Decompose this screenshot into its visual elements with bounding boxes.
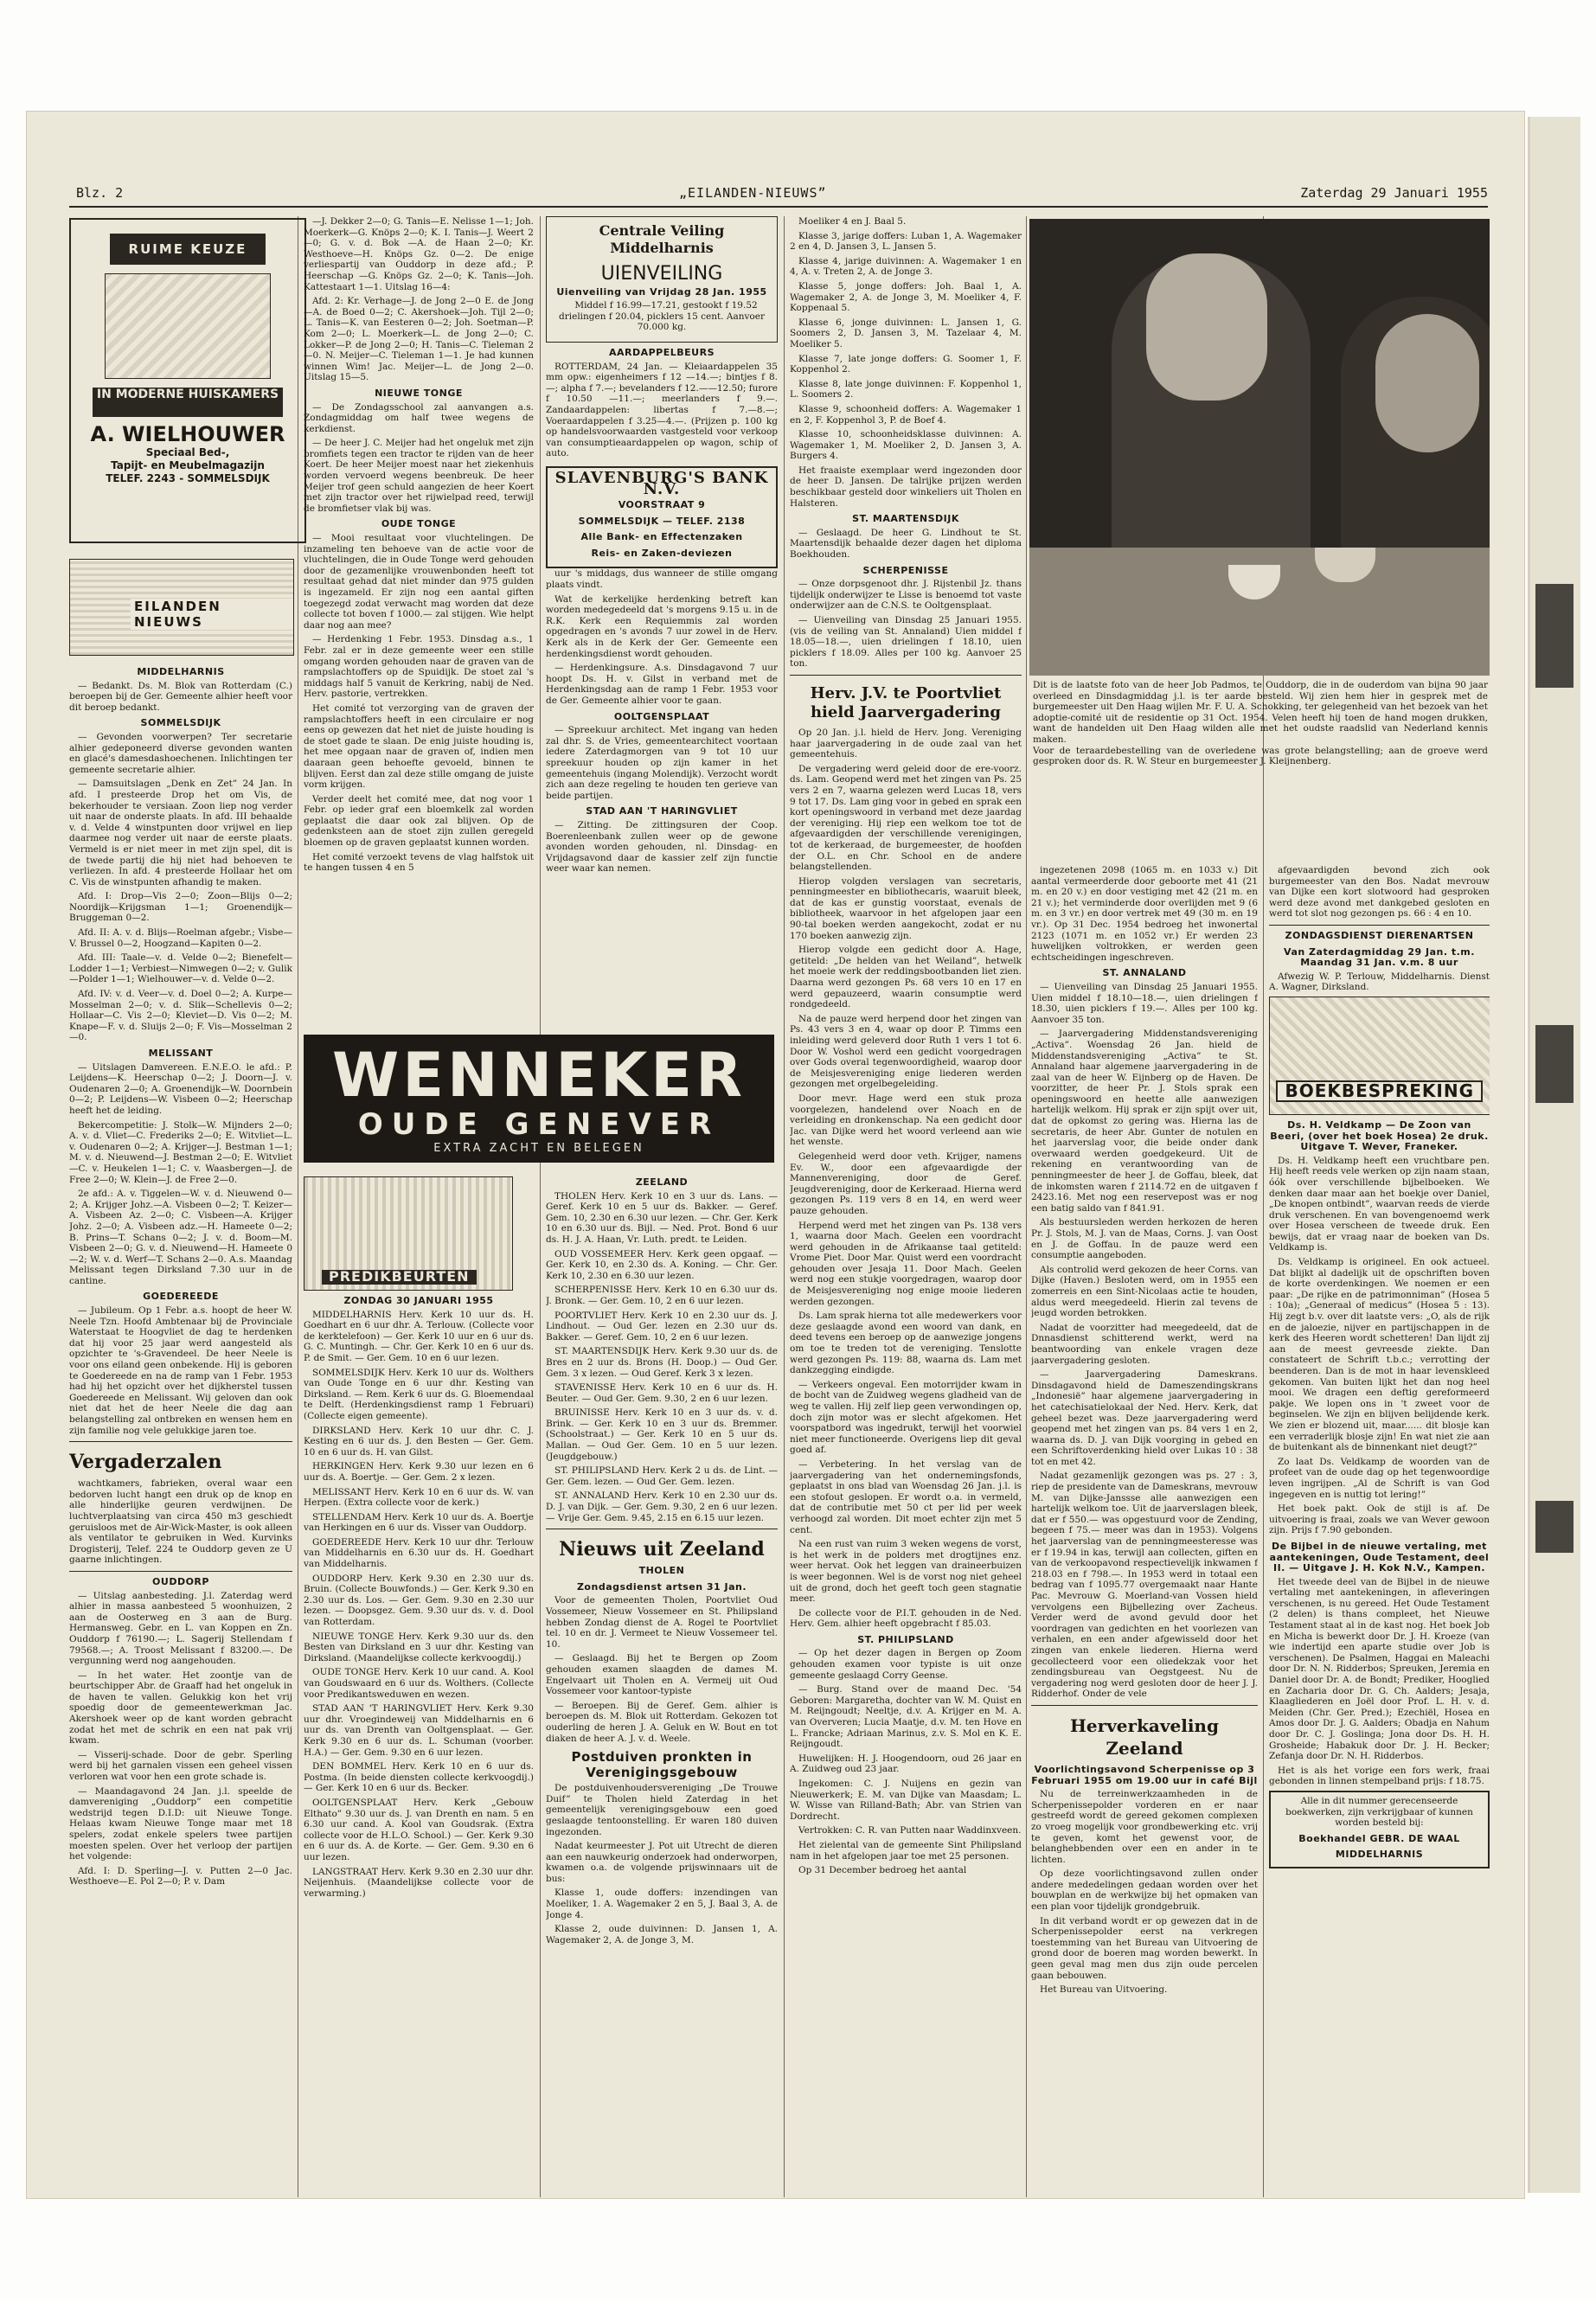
section-heading: GOEDEREEDE xyxy=(143,1291,219,1303)
ad-company-name: SLAVENBURG'S BANK N.V. xyxy=(554,468,769,498)
ad-line: Tapijt- en Meubelmagazijn xyxy=(111,459,265,471)
article-paragraph: — Onze dorpsgenoot dhr. J. Rijstenbil Jz. thans tijdelijk onderwijzer te Lisse is benoemd tot vaste onderwijzer aan de C.N.S. te Ooltgensplaat. xyxy=(790,579,1022,612)
service-entry: OOLTGENSPLAAT Herv. Kerk „Gebouw Elthato” 9.30 uur ds. J. van Drenth en nam. 5 en 6.30 uur cand. A. Kool van Goudsrak. (Extra collecte voor de H.L.O. School.) — Ger. Kerk 9.30 en 6 uur ds. A. de Korte. — Ger. Gem. 9.30 en 6 uur lezen. xyxy=(304,1797,534,1862)
article-paragraph: Het tweede deel van de Bijbel in de nieuwe vertaling met aantekeningen, in afleveringen verschenen, is nu gereed. Het Oude Testament (2 delen) is thans compleet, het Nieuwe Testament staat al in de kast nog. Het boek Job en Micha is bewerkt door Dr. J. H. Kroeze (van wie indertijd een aparte studie over Job is verschenen). De Psalmen, Haggai en Maleachi door Dr. N. N. Ridderbos; Spreuken, Jeremia en Daniel door Dr. A. de Bondt; Prediker, Hooglied en Zacharia door Dr. G. Ch. Aalders; Jesaja, Klaagliederen en Joël door Prof. L. H. v. d. Meiden (Chr. Ger. Pred.); Ezechiël, Hosea en Amos door Dr. J. G. Aalders; Obadja en Nahum door Dr. C. J. Goslinga; Jona door Ds. H. H. Grosheide; Habakuk door Dr. J. H. Becker; Zefanja door Dr. N. H. Ridderbos. xyxy=(1269,1576,1490,1762)
photo-figure xyxy=(1146,253,1267,401)
article-paragraph: — Visserij-schade. Door de gebr. Sperling werd bij het garnalen vissen een geheel vissen verloren wat voor hen een grote schade is. xyxy=(69,1749,292,1783)
article-paragraph: Klasse 1, oude doffers: inzendingen van Moeliker, 1. A. Wagemaker 2 en 5, J. Baal 3, A. de Jonge 4. xyxy=(546,1888,778,1920)
divider xyxy=(69,1441,292,1442)
service-entry: STAVENISSE Herv. Kerk 10 en 6 uur ds. H. Beuter. — Oud Ger. Gem. 9.30, 2 en 6 uur lezen. xyxy=(546,1382,778,1404)
service-entry: OUD VOSSEMEER Herv. Kerk geen opgaaf. — Ger. Kerk 10, en 2.30 ds. A. Koning. — Chr. Ger. Kerk 10, 2.30 en 6.30 uur lezen. xyxy=(546,1248,778,1281)
article-paragraph: Ds. H. Veldkamp heeft een vruchtbare pen. Hij heeft reeds vele werken op zijn naam staan, óók over verschillende bijbelboeken. We denken daar maar aan het boekje over Daniel, „De knopen ontbindt”, waarvan reeds de vierde druk verschenen. En van bovengenoemd werk over Hosea verscheen de tweede druk. Een bewijs, dat er vraag naar de boeken van Ds. Veldkamp is. xyxy=(1269,1155,1490,1253)
article-paragraph: Afd. I: Drop—Vis 2—0; Zoon—Blijs 0—2; Noordijk—Krijgsman 1—1; Groenendijk—Bruggeman 0—2. xyxy=(69,891,292,924)
article-paragraph: ROTTERDAM, 24 Jan. — Kleiaardappelen 35 mm opw.: eigenheimers f 12 —14.—; bintjes f 8.—; alpha f 7.—; bevelanders f 12.——12.50; furore f 10.50 —11.—; meerlanders f 9.—. Zandaardappelen: libertas f 7.—8.—; Voeraardappelen f 3.25—4.—. (Prijzen p. 100 kg op handelsvoorwaarden vastgesteld voor verkoop van consumptieaardappelen op wagon, schip of auto. xyxy=(546,361,778,459)
column-rule xyxy=(540,216,541,2197)
auction-prices: Middel f 16.99—17.21, gestookt f 19.52 drielingen f 20.04, picklers 15 cent. Aanvoer 70.000 kg. xyxy=(559,300,765,333)
review-title: De Bijbel in de nieuwe vertaling, met aantekeningen, Oude Testament, deel II. — Uitgave J. H. Kok N.V., Kampen. xyxy=(1269,1540,1490,1574)
ad-slavenburg xyxy=(546,466,778,569)
column-6 xyxy=(1031,865,1258,2197)
section-heading: NIEUWE TONGE xyxy=(375,387,463,399)
service-entry: GOEDEREEDE Herv. Kerk 10 uur dhr. Terlouw van Middelharnis en 6.30 uur ds. H. Goedhart van Middelharnis. xyxy=(304,1536,534,1570)
article-paragraph: Na de pauze werd herpend door het zingen van Ps. 43 vers 3 en 4, waar op door P. Timms een inleiding werd geleverd door Ruth 1 vers 1 tot 6. Door W. Voshol werd een gedicht voorgedragen over Gods overal tegenwoordigheid, waarop door de Meisjesvereniging enige liederen werden gezongen met orgelbegeleiding. xyxy=(790,1013,1022,1090)
article-paragraph: Afwezig W. P. Terlouw, Middelharnis. Dienst A. Wagner, Dirksland. xyxy=(1269,971,1490,993)
article-paragraph: Het comité verzoekt tevens de vlag halfstok uit te hangen tussen 4 en 5 xyxy=(304,851,534,874)
ad-product: OUDE GENEVER xyxy=(357,1107,721,1142)
article-paragraph: — Beroepen. Bij de Geref. Gem. alhier is beroepen ds. M. Blok uit Rotterdam. Gekozen tot ouderling de heren J. A. Geluk en W. Bout en tot diaken de heer A. J. v. d. Weele. xyxy=(546,1700,778,1744)
article-paragraph: — Zitting. De zittingsuren der Coop. Boerenleenbank zullen weer op de gewone avonden worden gehouden, nl. Dinsdag- en Vrijdagsavond daar de kassier zelf zijn functie weer waar kan nemen. xyxy=(546,819,778,875)
article-paragraph: Afd. III: Taale—v. d. Velde 0—2; Bienefelt—Lodder 1—1; Verbiest—Nimwegen 0—2; v. Gulik—Polder 1—1; Wielhouwer—v. d. Velde 0—2. xyxy=(69,952,292,985)
article-paragraph: ingezetenen 2098 (1065 m. en 1033 v.) Dit aantal vermeerderde door geboorte met 41 (21 m. en 20 v.) en door vestiging met 42 (21 m. en 21 v.); het verminderde door overlijden met 9 (6 m. en 3 vr.) en door vertrek met 49 (30 m. en 19 vr.). Op 31 Dec. 1954 bedroeg het inwonertal 2123 (1071 m. en 1052 vr.) Er werden 23 huwelijken voltrokken, er werden geen echtscheidingen ingeschreven. xyxy=(1031,865,1258,963)
section-heading: ST. ANNALAND xyxy=(1102,967,1187,979)
ad-line: VOORSTRAAT 9 xyxy=(618,499,706,511)
divider xyxy=(1269,925,1490,926)
article-paragraph: De postduivenhoudersvereniging „De Trouwe Duif” te Tholen hield Zaterdag in het gemeentelijk verenigingsgebouw een goed geslaagde tentoonstelling. Er waren 180 duiven ingezonden. xyxy=(546,1783,778,1837)
banner-text: BOEKBESPREKING xyxy=(1276,1080,1483,1102)
book-review-banner xyxy=(1269,997,1490,1115)
article-paragraph: afgevaardigden bevond zich ook burgemeester van den Bos. Nadat mevrouw van Dijke een kort slotwoord had gesproken werd deze avond met dankgebed gesloten en werd tot slot nog gezongen ps. 66 : 4 en 10. xyxy=(1269,865,1490,920)
section-heading: OOLTGENSPLAAT xyxy=(613,710,710,722)
article-headline: Postduiven pronkten in Verenigingsgebouw xyxy=(571,1749,753,1781)
section-headline: Nieuws uit Zeeland xyxy=(559,1538,765,1561)
article-paragraph: — De heer J. C. Meijer had het ongeluk met zijn bromfiets tegen een tractor te rijden van de heer Koert. De heer Meijer moest naar het ziekenhuis worden vervoerd wegens beenbreuk. De heer Meijer trof geen schuld aangezien de heer Koert met zijn tractor over het rijwielpad reed, terwijl de bromfietser vlak bij was. xyxy=(304,438,534,514)
service-entry: ST. MAARTENSDIJK Herv. Kerk 9.30 uur ds. de Bres en 2 uur ds. Brons (H. Doop.) — Oud Ger. Gem. 3 x lezen. — Oud Geref. Kerk 3 x lezen. xyxy=(546,1346,778,1379)
article-paragraph: Het is als het vorige een fors werk, fraai gebonden in linnen stempelband prijs: f 18.75. xyxy=(1269,1765,1490,1787)
article-paragraph: Klasse 8, late jonge duivinnen: F. Koppenhol 1, L. Soomers 2. xyxy=(790,378,1022,401)
article-paragraph: — Uienveiling van Dinsdag 25 Januari 1955. Uien middel f 18.10—18.—, uien drielingen f 18.30, uien picklers f 19.—. Alles per 100 kg. Aanvoer 35 ton. xyxy=(1031,981,1258,1025)
article-paragraph: Nadat gezamenlijk gezongen was ps. 27 : 3, riep de presidente van de Dameskrans, mevrouw M. van Dijke-Janssse alle aanwezigen een hartelijk welkom toe. Uit de jaarverslagen bleek, dat er f 550.— was opgestuurd voor de Zending, begeen f 75.— meer was dan in 1953). Volgens het jaarverslag van de penningmeesteresse was er f 19.94 in kas, terwijl aan collecten, giften en van de verkoopavond respectievelijk inkwamen f 218.03 en f 798.—. In 1953 werd in totaal een bedrag van f 1095.77 overgemaakt naar Hante Pac. Mevrouw G. Moerland-van Vossen hield vervolgens een Bijbellezing over Zacheus. Verder werd de avond gevuld door het voordragen van gedichten en het voorlezen van verhalen, en een ander afgewisseld door het zingen van enkele liederen. Hierna werd gecollecteerd voor een oliedekzak voor het zendingsbureau van Oegstgeest. Nu de vergadering nog werd gesloten door de heer J. J. Ridderhof. Onder de vele xyxy=(1031,1471,1258,1700)
service-entry: LANGSTRAAT Herv. Kerk 9.30 en 2.30 uur dhr. Neijenhuis. (Maandelijkse collecte voor de verwarming.) xyxy=(304,1866,534,1899)
article-paragraph: Klasse 10, schoonheidsklasse duivinnen: A. Wagemaker 1, M. Moeliker 2, D. Jansen 3, A. Burgers 4. xyxy=(790,429,1022,462)
article-paragraph: Verder deelt het comité mee, dat nog voor 1 Febr. op ieder graf een bloemkelk zal worden geplaatst die daar ook zal blijven. Op de gedenksteen aan de stoet zijn zullen geregeld bloemen op de graven geplaatst kunnen worden. xyxy=(304,793,534,849)
article-paragraph: Moeliker 4 en J. Baal 5. xyxy=(798,216,907,227)
divider xyxy=(69,1571,292,1572)
ad-line: Alle in dit nummer gerecenseerde boekwerken, zijn verkrijgbaar of kunnen worden besteld bij: xyxy=(1285,1795,1473,1829)
article-paragraph: — Herdenking 1 Febr. 1953. Dinsdag a.s., 1 Febr. zal er in deze gemeente weer een stille omgang worden gehouden naar de graven van de rampslachtoffers op de Spuidijk. De stoet zal 's middags half 5 vanuit de Kerkring, nabij de Ned. Herv. pastorie, vertrekken. xyxy=(304,634,534,700)
ad-wielhouwer xyxy=(69,218,306,543)
ad-slogan: RUIME KEUZE xyxy=(110,234,266,265)
article-paragraph: 2e afd.: A. v. Tiggelen—W. v. d. Nieuwend 0—2; A. Krijger Johz.—A. Visbeen 0—2; T. Keizer—A. Visbeen Az. 2—0; C. Visbeen—A. Krijger Johz. 2—0; A. Visbeen adz.—H. Hameete 0—2; B. Prins—T. Schans 0—2; J. v. d. Boom—M. Visbeen 2—0; G. v. d. Nieuwend—H. Hameete 0—2; W. v. d. Werf—T. Schans 2—0. A.s. Maandag Melissant tegen Dirksland 7.30 uur in de cantine. xyxy=(69,1189,292,1286)
page-number: Blz. 2 xyxy=(76,185,124,201)
section-heading: MELISSANT xyxy=(148,1048,214,1059)
section-heading: SCHERPENISSE xyxy=(862,564,949,576)
article-paragraph: — Jaarvergadering Dameskrans. Dinsdagavond hield de Dameszendingskrans „Indonesië” haar algemene jaarvergadering in het catechisatielokaal der Ned. Herv. Kerk, dat geheel bezet was. Deze jaarvergadering werd geopend met het zingen van ps. 84 vers 1 en 2, waarna ds. D. J. van Dijk voorging in gebed en een Schriftoverdenking hield over Lukas 10 : 38 tot en met 42. xyxy=(1031,1369,1258,1467)
column-5 xyxy=(790,216,1022,2197)
article-paragraph: — Uitslagen Damvereen. E.N.E.O. le afd.: P. Leijdens—K. Heerschap 0—2; J. Doorn—J. v. Oudenaren 2—0; A. Groenendijk—W. Doornbein 0—2; P. Leijdens—W. Visbeen 0—2; Heerschap heeft het de leiding. xyxy=(69,1061,292,1116)
article-paragraph: Op 20 Jan. j.l. hield de Herv. Jong. Vereniging haar jaarvergadering in de oude zaal van het gemeentehuis. xyxy=(790,727,1022,760)
article-paragraph: — Verbetering. In het verslag van de jaarvergadering van het ondernemingsfonds, geplaatst in ons blad van Woensdag 26 Jan. j.l. is een stofout geslopen. Er wordt o.a. in vermeld, dat de contributie met 50 ct per lid per week verhoogd zal worden. Dit moet echter zijn met 5 cent. xyxy=(790,1458,1022,1535)
article-paragraph: — In het water. Het zoontje van de beurtschipper Abr. de Graaff had het ongeluk in de haven te vallen. Gelukkig kon het vrij spoedig door de gemeentewerkman Jac. Akershoek weer op de kant worden gebracht zodat het met de schrik en een nat pak vrij kwam. xyxy=(69,1670,292,1747)
service-entry: ST. PHILIPSLAND Herv. Kerk 2 u ds. de Lint. — Ger. Gem. lezen. — Oud Ger. Gem. lezen. xyxy=(546,1465,778,1487)
article-paragraph: — Geslaagd. Bij het te Bergen op Zoom gehouden examen slaagden de dames M. Engelvaart uit Tholen en A. Vermeij uit Oud Vossemeer voor kantoor-typiste xyxy=(546,1653,778,1697)
auction-box xyxy=(546,216,778,343)
section-heading: OUDDORP xyxy=(152,1575,209,1587)
article-paragraph: Huwelijken: H. J. Hoogendoorn, oud 26 jaar en A. Zuidweg oud 23 jaar. xyxy=(790,1753,1022,1775)
article-paragraph: Afd. I: D. Sperling—J. v. Putten 2—0 Jac. Westhoeve—E. Pol 2—0; P. v. Dam xyxy=(69,1865,292,1888)
article-paragraph: — Geslaagd. De heer G. Lindhout te St. Maartensdijk behaalde dezer dagen het diploma Boekhouden. xyxy=(790,527,1022,561)
article-paragraph: Wat de kerkelijke herdenking betreft kan worden medegedeeld dat 's morgens 9.15 u. in de R.K. Kerk een Requiemmis zal worden opgedragen en 's avonds 7 uur zowel in de Herv. Kerk als in de Kerk der Ger. Gemeente een herdenkingsdienst wordt gehouden. xyxy=(546,593,778,659)
article-paragraph: Door mevr. Hage werd een stuk proza voorgelezen, handelend over Noach en de verleiding en dronkenschap. Na een gedicht door Jac. van Dijke werd het woord verleend aan wie het wenste. xyxy=(790,1093,1022,1148)
service-entry: HERKINGEN Herv. Kerk 9.30 uur lezen en 6 uur ds. A. Boertje. — Ger. Gem. 2 x lezen. xyxy=(304,1461,534,1483)
service-entry: POORTVLIET Herv. Kerk 10 en 2.30 uur ds. J. Lindhout. — Oud Ger. lezen en 2.30 uur ds. Bakker. — Geref. Gem. 10, 2 en 6 uur lezen. xyxy=(546,1310,778,1343)
article-paragraph: Op deze voorlichtingsavond zullen onder andere mededelingen gedaan worden over het bouwplan en de werkwijze bij het opmaken van een plan voor tijdelijk grondgebruik. xyxy=(1031,1868,1258,1913)
section-heading: SOMMELSDIJK xyxy=(140,717,221,729)
article-paragraph: Herpend werd met het zingen van Ps. 138 vers 1, waarna door Mach. Geelen een voordracht werd gehouden in de Afrikaanse taal getiteld: Vrome Piet. Door Mar. Quist werd een voordracht gehouden over Jesaja 11. Door Mach. Geelen werd nog een stukje voorgedragen, waarop door de Meisjesvereniging nog enige mooie liederen werden gezongen. xyxy=(790,1220,1022,1307)
article-paragraph: — Spreekuur architect. Met ingang van heden zal dhr. S. de Vries, gemeentearchitect voortaan iedere Zaterdagmorgen van 9 tot 10 uur spreekuur houden op zijn kamer in het gemeentehuis (ingang Molendijk). Verzocht wordt zich aan deze regeling te houden ten gerieve van beide partijen. xyxy=(546,725,778,801)
auction-title: Centrale Veiling Middelharnis xyxy=(599,222,725,256)
ad-line: MIDDELHARNIS xyxy=(1335,1849,1424,1861)
ad-company-name: Boekhandel GEBR. DE WAAL xyxy=(1298,1832,1460,1844)
service-entry: MELISSANT Herv. Kerk 10 en 6 uur ds. W. van Herpen. (Extra collecte voor de kerk.) xyxy=(304,1486,534,1509)
service-entry: BRUINISSE Herv. Kerk 10 en 3 uur ds. v. d. Brink. — Ger. Kerk 10 en 3 uur ds. Bremmer. (Schoolstraat.) — Ger. Kerk 10 en 5 uur ds. Mallan. — Oud Ger. Gem. 10 en 5 uur lezen. (Jeugdgebouw.) xyxy=(546,1407,778,1462)
service-entry: OUDE TONGE Herv. Kerk 10 uur cand. A. Kool van Goudswaard en 6 uur ds. Wolthers. (Collecte voor Predikantsweduwen en wezen. xyxy=(304,1667,534,1700)
article-paragraph: — Uitslag aanbesteding. J.l. Zaterdag werd alhier in massa aanbesteed 5 woonhuizen, 2 aan de Oosterweg en 3 aan de Burg. Hermansweg. Gebr. en L. van Koppen en Zn. Ouddorp f 76190.—; L. Sagerij Stellendam f 79568.—; A. Troost Melissant f 83200.—. De vergunning werd nog aangehouden. xyxy=(69,1590,292,1667)
section-heading: ZONDAGSDIENST DIERENARTSEN xyxy=(1285,929,1474,941)
article-paragraph: Het boek pakt. Ook de stijl is af. De uitvoering is fraai, zoals we van Wever gewoon zijn. Prijs f 7.90 gebonden. xyxy=(1269,1503,1490,1536)
article-paragraph: Het zielental van de gemeente Sint Philipsland nam in het afgelopen jaar toe met 25 personen. xyxy=(790,1839,1022,1862)
service-entry: THOLEN Herv. Kerk 10 en 3 uur ds. Lans. — Geref. Kerk 10 en 5 uur ds. Bakker. — Geref. Gem. 10, 2.30 en 6.30 uur lezen. — Chr. Ger. Kerk 10 en 6.30 uur ds. Bijl. — Ned. Prot. Bond 6 uur ds. H. J. A. Haan, Vr. Luth. predt. te Leiden. xyxy=(546,1190,778,1245)
column-3 xyxy=(546,216,778,1029)
divider xyxy=(790,675,1022,676)
article-paragraph: Bekercompetitie: J. Stolk—W. Mijnders 2—0; A. v. d. Vliet—C. Frederiks 2—0; E. Witvliet—L. v. Oudenaren 0—2; A. Krijger—J. Bestman 1—1; M. v. d. Nieuwend—J. Bestman 2—0; E. Witvliet—C. v. Heukelen 1—1; C. v. Waasbergen—J. de Free 2—0; W. Klein—J. de Free 2—0. xyxy=(69,1119,292,1185)
column-rule xyxy=(1026,216,1027,2197)
photo-caption: Dit is de laatste foto van de heer Job Padmos, te Ouddorp, die in de ouderdom van bijna 90 jaar overleed en Dinsdagmiddag j.l. is ter aarde besteld. Wij zien hem hier in gesprek met de burgemeester uit Den Haag wijlen Mr. F. U. A. Schokking, ter gelegenheid van het bezoek van het adoptie-comité uit de residentie op 31 Oct. 1954. Velen heeft hij toen de hand mogen drukken, want de handelden uit Den Haag wilden alle met het oudste raadslid van Nederland kennis maken. Voor de teraardebestelling van de overledene was grote belangstelling; aan de groeve werd gesproken door ds. R. W. Steur en burgemeester J. Kleijnenberg. xyxy=(1033,680,1488,767)
church-services xyxy=(304,1176,534,2197)
article-paragraph: Na een rust van ruim 3 weken wegens de vorst, is het werk in de polders met drogtijnes enz. weer hervat. Ook het leggen van draineerbuizen is weer begonnen. Wel is de vorst nog niet geheel uit de grond, doch het geeft toch geen stagnatie meer. xyxy=(790,1539,1022,1605)
article-paragraph: — Verkeers ongeval. Een motorrijder kwam in de bocht van de Zuidweg wegens gladheid van de weg te vallen. Hij zelf liep geen verwondingen op, doch zijn motor was er slecht afgekomen. Het voorspatbord was ingedrukt, terwijl het voorwiel niet meer functioneerde. Overigens liep dit geval goed af. xyxy=(790,1379,1022,1456)
article-paragraph: — Uienveiling van Dinsdag 25 Januari 1955. (vis de veiling van St. Annaland) Uien middel f 18.05—18.—, uien drielingen f 18.10, uien picklers f 18.09. Alles per 100 kg. Aanvoer 25 ton. xyxy=(790,615,1022,670)
article-paragraph: Gelegenheid werd door veth. Krijger, namens Ev. W., door een afgevaardigde der Mannenvereniging, door de Geref. Jeugdvereniging, door de Kerkeraad. Hierna werd gezongen Ps. 119 vers 8 en 14, en werd weer pauze gehouden. xyxy=(790,1150,1022,1216)
church-illustration xyxy=(304,1176,513,1291)
column-7 xyxy=(1269,865,1490,2197)
ad-line: SOMMELSDIJK — TELEF. 2138 xyxy=(578,515,746,527)
article-paragraph: Klasse 2, oude duivinnen: D. Jansen 1, A. Wagemaker 2, A. de Jonge 3, M. xyxy=(546,1924,778,1945)
divider xyxy=(1031,1705,1258,1706)
article-paragraph: Klasse 3, jarige doffers: Luban 1, A. Wagemaker 2 en 4, D. Jansen 3, L. Jansen 5. xyxy=(790,230,1022,253)
section-banner-illustration xyxy=(69,559,294,656)
article-paragraph: Het comité tot verzorging van de graven der rampslachtoffers heeft in een circulaire er nog eens op gewezen dat het niet de juiste houding is de stoet gade te slaan. De enig juiste houding is, het mee opgaan naar de graven of, indien men daaraan geen behoefte gevoeld, binnen te blijven. Eerst dan zal deze stille omgang de juiste vorm krijgen. xyxy=(304,702,534,791)
article-paragraph: Nadat de voorzitter had meegedeeld, dat de Dnnasdienst schitterend werkt, werd na beantwoording van enkele vragen deze jaarvergadering gesloten. xyxy=(1031,1322,1258,1366)
article-paragraph: Afd. IV: v. d. Veer—v. d. Doel 0—2; A. Kurpe—Mosselman 2—0; v. d. Slik—Schellevis 0—2; Hollaar—C. Vis 2—0; Kleviet—D. Vis 0—2; M. Knape—F. v. d. Sluijs 2—0; F. Vis—Mosselman 2—0. xyxy=(69,989,292,1043)
section-heading: ST. MAARTENSDIJK xyxy=(852,513,959,525)
article-paragraph: Voor de gemeenten Tholen, Poortvliet Oud Vossemeer, Nieuw Vossemeer en St. Philipsland hebben Zondag dienst de A. Rogel te Poortvliet tel. 10 en dr. J. Vermeet te Nieuw Vossemeer tel. 10. xyxy=(546,1595,778,1650)
article-paragraph: Nu de terreinwerkzaamheden in de Scherpenissepolder vorderen en er naar gestreefd wordt de gereed gekomen complexen zo vroeg mogelijk voor grondbewerking etc. vrij te geven, komt het gewenst voor, de belanghebbenden over een en ander in te lichten. xyxy=(1031,1789,1258,1865)
article-paragraph: Als bestuursleden werden herkozen de heren Pr. J. Stols, M. J. van de Maas, Corns. J. van Oost en J. de Goffau. In de pauze werd een consumptie aangeboden. xyxy=(1031,1217,1258,1261)
section-heading: OUDE TONGE xyxy=(381,518,457,530)
article-paragraph: Ds. Lam sprak hierna tot alle medewerkers voor deze geslaagde avond een woord van dank, en deed tevens een beroep op de aanwezige jongens om toe te treden tot de vereniging. Tenslotte werd gezongen Ps. 119: 88, waarna ds. Lam met dankzegging eindigde. xyxy=(790,1311,1022,1376)
ad-tagline: EXTRA ZACHT EN BELEGEN xyxy=(433,1142,644,1155)
section-title: PREDIKBEURTEN xyxy=(322,1270,477,1285)
article-paragraph: —J. Dekker 2—0; G. Tanis—E. Nelisse 1—1; Joh. Moerkerk—G. Knöps 2—0; K. I. Tanis—J. Weert 2—0; G. v. d. Bok —A. de Haan 2—0; Kr. Westhoeve—H. Knöps Gz. 0—2. De enige verliespartij van Ouddorp in deze afd.; P. Heerschap —G. Knöps Gz. 2—0; K. Tanis—Joh. Kattestaart 1—1. Uitslag 16—4: xyxy=(304,216,534,292)
article-paragraph: Op 31 December bedroeg het aantal xyxy=(798,1865,967,1876)
ad-brand: WENNEKER xyxy=(332,1040,746,1111)
section-heading: MIDDELHARNIS xyxy=(137,666,225,677)
section-subheading: Van Zaterdagmiddag 29 Jan. t.m. Maandag 31 Jan. v.m. 8 uur xyxy=(1284,945,1475,969)
ad-headline: Vergaderzalen xyxy=(69,1451,222,1474)
article-paragraph: Ds. Veldkamp is origineel. En ook actueel. Dat blijkt al dadelijk uit de opschriften boven de korte overdenkingen. We noemen er een paar: „De rijke en de patrimonniman” (Hosea 5 : 10a); „Generaal of medicus” (Hosea 5 : 13). Hij zegt b.v. over dit laatste vers: „O, als de rijk en de jaloezie, nijver en partijschappen in de kerk des Heeren wordt schetteren! Dan lijdt zij aan de meest gevreesde ziekte. Dan constateert de Schrift t.b.c.; verrotting der beenderen. Dan is de mot in haar levenskleed gekomen. Van buiten lijkt het dan nog heel mooi. We dragen een deftig gereformeerd pakje. We lopen ons in 't zweet voor de beginselen. We zijn en blijven belijdende kerk. We zien er blozend uit, maar...... dit blosje kan een verraderlijk blosje zijn! En wat niet zie aan de buitenkant als de binnenkant niet deugt?” xyxy=(1269,1257,1490,1453)
column-2 xyxy=(304,216,534,1029)
section-heading: Zondagsdienst artsen 31 Jan. xyxy=(576,1580,747,1593)
article-paragraph: Nadat keurmeester J. Pot uit Utrecht de dieren aan een nauwkeurig onderzoek had onderworpen, kwamen o.a. de volgende prijswinnaars uit de bus: xyxy=(546,1841,778,1884)
section-heading: THOLEN xyxy=(638,1565,685,1577)
article-paragraph: — Jubileum. Op 1 Febr. a.s. hoopt de heer W. Neele Tzn. Hoofd Ambtenaar bij de Provinciale Waterstaat te Hoogvliet de dag te herdenken dat hij voor 25 jaar werd aangesteld als opzichter te 's-Gravendeel. De heer Neele is voor ons eiland geen onbekende. Hij is geboren te Goedereede en na de ramp van 1 Febr. 1953 had hij het opzicht over het dijkherstel tussen Goedereede en Melissant. Wij geloven dan ook niet dat het de heer Neele die dag aan belangstelling zal ontbreken en wensen hem en zijn familie nog vele gelukkige jaren toe. xyxy=(69,1305,292,1436)
banner-text: EILANDEN NIEUWS xyxy=(131,599,293,630)
column-1 xyxy=(69,662,292,2197)
article-paragraph: Klasse 6, jonge duivinnen: L. Jansen 1, G. Soomers 2, D. Jansen 3, M. Tazelaar 4, M. Moeliker 5. xyxy=(790,317,1022,349)
adjacent-page-text xyxy=(1535,1501,1574,1553)
adjacent-page-edge xyxy=(1528,117,1580,2193)
ad-line: TELEF. 2243 - SOMMELSDIJK xyxy=(106,472,270,484)
article-paragraph: Hierop volgde een gedicht door A. Hage, getiteld: „De helden van het Weiland”, hetwelk het moeie werk der reddingsbootbanden liet zien. Daarna werd gezongen Ps. 68 vers 10 en 17 en werd gepauzeerd, waarin consumptie werd rondgedeeld. xyxy=(790,945,1022,1010)
furniture-illustration xyxy=(105,273,271,379)
auction-date: Uienveiling van Vrijdag 28 Jan. 1955 xyxy=(556,285,767,298)
article-paragraph: Het fraaiste exemplaar werd ingezonden door de heer D. Jansen. De talrijke prijzen werden beschikbaar gesteld door winkeliers uit Tholen en Halsteren. xyxy=(790,465,1022,509)
service-entry: STAD AAN 'T HARINGVLIET Herv. Kerk 9.30 uur dhr. Vroegindeweij van Middelharnis en 6 uur ds. van Drenth van Ooltgensplaat. — Ger. Kerk 9.30 en 6 uur ds. L. Schuman (voorber. H.A.) — Ger. Gem. 9.30 en 6 uur lezen. xyxy=(304,1703,534,1758)
article-paragraph: Klasse 5, jonge doffers: Joh. Baal 1, A. Wagemaker 2, A. de Jonge 3, M. Moeliker 4, F. Koppenaal 5. xyxy=(790,280,1022,314)
ad-line: Reis- en Zaken-deviezen xyxy=(591,547,733,559)
article-paragraph: Afd. 2: Kr. Verhage—J. de Jong 2—0 E. de Jong—A. de Boed 0—2; C. Akershoek—Joh. Tijl 2—0; L. Tanis—K. van Eesteren 0—2; Joh. Soetman—P. Kom 2—0; L. Moerkerk—L. de Jong 2—0; C. Lokker—P. de Jong 2—0; H. Tanis—C. Tieleman 2—0. N. Meijer—C. Tieleman 1—1. Je had kunnen winnen Wim! Jac. Meijer—L. de Jong 2—0. Uitslag 15—5. xyxy=(304,296,534,383)
article-paragraph: — Jaarvergadering Middenstandsvereniging „Activa”. Woensdag 26 Jan. hield de Middenstandsvereniging „Activa” te St. Annaland haar algemene jaarvergadering in de zaal van de heer W. Eijnberg op de Haven. De voorzitter, de heer Pr. J. Stols sprak een openingswoord en heette alle aanwezigen hartelijk welkom. Hij sprak er zijn spijt over uit, dat de opkomst zo gering was. Hierna las de secretaris, de heer Abr. Gunter de notulen en het jaarverslag voor, die beide onder dank overwaard werden goedgekeurd. Uit de rekening en verantwoording van de penningmeester de heer J. de Goffau, bleek, dat de inkomsten waren f 2114.72 en de uitgaven f 2423.16. Met nog een reservepost was er nog een batig saldo van f 841.91. xyxy=(1031,1029,1258,1214)
article-paragraph: Klasse 7, late jonge doffers: G. Soomer 1, F. Koppenhol 2. xyxy=(790,353,1022,375)
column-zeeland xyxy=(546,1172,778,2197)
article-headline: Herv. J.V. te Poortvliet hield Jaarvergadering xyxy=(810,683,1002,721)
article-paragraph: De vergadering werd geleid door de ere-voorz. ds. Lam. Geopend werd met het zingen van Ps. 25 vers 2 en 7, waarna gelezen werd Lucas 18, vers 9 tot 17. Ds. Lam ging voor in gebed en sprak een kort openingswoord in verband met deze jaardag der vereniging. Hij riep een welkom toe tot de afgevaardigden der verschillende verenigingen, tot de kerkeraad, de burgemeester, de hoofden der O.L. en Chr. School en de andere belangstellenden. xyxy=(790,763,1022,873)
service-entry: STELLENDAM Herv. Kerk 10 uur ds. A. Boertje van Herkingen en 6 uur ds. Visser van Ouddorp. xyxy=(304,1511,534,1534)
service-entry: MIDDELHARNIS Herv. Kerk 10 uur ds. H. Goedhart en 6 uur dhr. A. Terlouw. (Collecte voor de kerktelefoon) — Ger. Kerk 10 uur en 6 uur ds. G. C. Muntingh. — Chr. Ger. Kerk 10 en 6 uur ds. P. de Smit. — Ger. Gem. 10 en 6 uur lezen. xyxy=(304,1309,534,1363)
adjacent-page-text xyxy=(1535,584,1574,688)
ad-bookshop xyxy=(1269,1791,1490,1868)
article-paragraph: — Op het dezer dagen in Bergen op Zoom gehouden examen voor typiste is uit onze gemeente geslaagd Corry Geense. xyxy=(790,1648,1022,1681)
article-paragraph: — Bedankt. Ds. M. Blok van Rotterdam (C.) beroepen bij de Ger. Gemeente alhier heeft voor dit beroep bedankt. xyxy=(69,680,292,713)
page-header xyxy=(69,182,1488,208)
service-entry: SCHERPENISSE Herv. Kerk 10 en 6.30 uur ds. J. Bronk. — Ger. Gem. 10, 2 en 6 uur lezen. xyxy=(546,1285,778,1306)
section-heading: ST. PHILIPSLAND xyxy=(857,1633,954,1645)
section-heading: AARDAPPELBEURS xyxy=(608,346,715,358)
ad-band: IN MODERNE HUISKAMERS xyxy=(93,388,283,417)
article-paragraph: Afd. II: A. v. d. Blijs—Roelman afgebr.; Visbe—V. Brussel 0—2, Hoogzand—Kapiten 0—2. xyxy=(69,927,292,949)
article-paragraph: — Gevonden voorwerpen? Ter secretarie alhier gedeponeerd diverse gevonden wanten en glacé's damesdashoechenen. Inlichtingen ter gemeente secretarie alhier. xyxy=(69,731,292,775)
service-entry: SOMMELSDIJK Herv. Kerk 10 uur ds. Wolthers van Oude Tonge en 6 uur dhr. Kesting van Dirksland. — Rem. Kerk 6 uur ds. G. Bloemendaal te Delft. (Herdenkingsdienst ramp 1 Februari) (Collecte eigen gemeente). xyxy=(304,1367,534,1421)
photo-figure xyxy=(1375,314,1479,452)
article-paragraph: uur 's middags, dus wanneer de stille omgang plaats vindt. xyxy=(546,568,778,591)
ad-line: Alle Bank- en Effectenzaken xyxy=(580,531,743,543)
article-paragraph: Zo laat Ds. Veldkamp de woorden van de profeet van de oude dag op het tegenwoordige leven ingrijpen. „Al de Schrift is van God ingegeven en is nuttig tot lering!” xyxy=(1269,1456,1490,1500)
section-heading: ZEELAND xyxy=(635,1176,689,1188)
article-paragraph: Ingekomen: C. J. Nuijens en gezin van Nieuwerkerk; E. M. van Dijke van Maasdam; L. W. Wisse van Rilland-Bath; Abr. van Strien van Dordrecht. xyxy=(790,1779,1022,1822)
article-subheading: Voorlichtingsavond Scherpenisse op 3 Februari 1955 om 19.00 uur in café Bijl xyxy=(1031,1763,1258,1786)
service-entry: NIEUWE TONGE Herv. Kerk 9.30 uur ds. den Besten van Dirksland en 3 uur dhr. Kesting van Dirksland. (Maandelijkse collecte kerkvoogdij.) xyxy=(304,1631,534,1663)
service-entry: ST. ANNALAND Herv. Kerk 10 en 2.30 uur ds. D. J. van Dijk. — Ger. Gem. 9.30, 2 en 6 uur lezen. — Vrije Ger. Gem. 9.45, 2.15 en 6.15 uur lezen. xyxy=(546,1490,778,1523)
article-headline: Herverkaveling Zeeland xyxy=(1070,1715,1219,1759)
service-entry: DIRKSLAND Herv. Kerk 10 uur dhr. C. J. Kesting en 6 uur ds. J. den Besten — Ger. Gem. 10 en 6 uur ds. H. van Gilst. xyxy=(304,1425,534,1458)
article-paragraph: — De Zondagsschool zal aanvangen a.s. Zondagmiddag om half twee wegens de kerkdienst. xyxy=(304,401,534,434)
news-photo xyxy=(1029,219,1490,676)
article-paragraph: In dit verband wordt er op gewezen dat in de Scherpenissepolder eerst na verkregen toestemming van het Bureau van Uitvoering de grond door de boeren mag worden bewerkt. In geen geval mag men dus zijn oude percelen gaan bebouwen. xyxy=(1031,1915,1258,1981)
section-heading: STAD AAN 'T HARINGVLIET xyxy=(586,805,738,817)
issue-date: Zaterdag 29 Januari 1955 xyxy=(1300,185,1488,201)
article-paragraph: Hierop volgden verslagen van secretaris, penningmeester en bibliothecaris, waaruit bleek, dat de kas er gunstig voorstaat, evenals de bibliotheek, waarvoor in het afgelopen jaar een 90-tal boeken werden aangekocht, zodat er nu 170 boeken aanwezig zijn. xyxy=(790,875,1022,941)
newspaper-title: „EILANDEN-NIEUWS” xyxy=(679,185,827,201)
ad-text: wachtkamers, fabrieken, overal waar een bedorven lucht hangt een druk op de knop en alle hinderlijke geuren verdwijnen. De luchtverplaatsing van circa 450 m3 geschiedt geruisloos met de Air-Wick-Master, is ook alleen als ventilator te gebruiken in Wed. Kurvinks Drogisterij, Telef. 224 te Ouddorp geven ze U gaarne inlichtingen. xyxy=(69,1478,292,1566)
article-paragraph: Als controlid werd gekozen de heer Corns. van Dijke (Haven.) Besloten werd, om in 1955 een zomerreis en een Sint-Nicolaas actie te houden, aldus werd meegedeeld. Hierin zal tevens de jeugd worden betrokken. xyxy=(1031,1264,1258,1319)
article-paragraph: Klasse 4, jarige duivinnen: A. Wagemaker 1 en 4, A. v. Treten 2, A. de Jonge 3. xyxy=(790,255,1022,278)
ad-line: Speciaal Bed-, xyxy=(145,446,230,458)
article-paragraph: De collecte voor de P.I.T. gehouden in de Ned. Herv. Gem. alhier heeft opgebracht f 85.03. xyxy=(790,1607,1022,1630)
adjacent-page-text xyxy=(1535,1025,1574,1103)
article-paragraph: Klasse 9, schoonheid doffers: A. Wagemaker 1 en 2, F. Koppenhol 3, P. de Boef 4. xyxy=(790,403,1022,426)
article-paragraph: — Herdenkingsure. A.s. Dinsdagavond 7 uur hoopt Ds. H. v. Gilst in verband met de Herdenkingsdag aan de ramp 1 Febr. 1953 voor de Ger. Gemeente alhier voor te gaan. xyxy=(546,663,778,706)
article-paragraph: Vertrokken: C. R. van Putten naar Waddinxveen. xyxy=(798,1825,1022,1836)
article-paragraph: — Burg. Stand over de maand Dec. '54 Geboren: Margaretha, dochter van W. M. Quist en M. Reijngoudt; Neeltje, d.v. A. Krijger en M. A. van Oververen; Lucia Maatje, d.v. M. ten Hove en L. Francke; Adriaan Marinus, z.v. S. Mol en K. E. Reijngoudt. xyxy=(790,1684,1022,1750)
service-entry: OUDDORP Herv. Kerk 9.30 en 2.30 uur ds. Bruin. (Collecte Bouwfonds.) — Ger. Kerk 9.30 en 2.30 uur ds. Los. — Ger. Gem. 9.30 en 2.30 uur lezen. — Doopsgez. Gem. 9.30 uur ds. v. d. Dool van Rotterdam. xyxy=(304,1573,534,1628)
column-rule xyxy=(784,216,785,2197)
article-paragraph: — Maandagavond 24 Jan. j.l. speelde de damvereniging „Ouddorp” een competitie wedstrijd tegen D.I.D: uit Nieuwe Tonge. Helaas kwam Nieuwe Tonge maar met 18 spelers, zodat enkele spelers twee partijen moesten spelen. Over het verloop der partijen het volgende: xyxy=(69,1785,292,1862)
review-title: Ds. H. Veldkamp — De Zoon van Beeri, (over het boek Hosea) 2e druk. Uitgave T. Wever, Franeker. xyxy=(1270,1118,1489,1153)
article-paragraph: Het Bureau van Uitvoering. xyxy=(1040,1984,1168,1996)
article-paragraph: — Damsuitslagen „Denk en Zet” 24 Jan. In afd. I presteerde Drop het om Vis, de bekerhouder te versiaan. Zoon liep nog verder uit naar de onderste plaats. In afd. III behaalde v. d. Velde 4 winstpunten door vrijwel en liep daarmee nog verder uit naar de eerste plaats. Vermeld is er niet meer in met zijn spel, dit is de twede partij die hij niet had behoeven te verliezen. In afd. 4 presteerde Hollaar het om C. Vis de winstpunten afhandig te maken. xyxy=(69,779,292,888)
ad-company-name: A. WIELHOUWER xyxy=(90,422,285,446)
ad-wenneker xyxy=(304,1035,774,1163)
article-paragraph: — Mooi resultaat voor vluchtelingen. De inzameling ten behoeve van de actie voor de vluchtelingen, die in Oude Tonge werd gehouden door de gezamenlijke vrouwenbonden heeft tot resultaat gehad dat niet minder dan 975 gulden is ingezameld. Er zijn nog een aantal giften toegezegd zodat verwacht mag worden dat deze collecte tot boven f 1000.— zal stijgen. Wie helpt daar nog aan mee? xyxy=(304,533,534,631)
auction-subtitle: UIENVEILING xyxy=(600,263,723,285)
services-date: ZONDAG 30 JANUARI 1955 xyxy=(343,1295,494,1306)
service-entry: DEN BOMMEL Herv. Kerk 10 en 6 uur ds. Postma. (In beide diensten collecte kerkvoogdij.) — Ger. Kerk 10 en 6 uur ds. Becker. xyxy=(304,1761,534,1794)
